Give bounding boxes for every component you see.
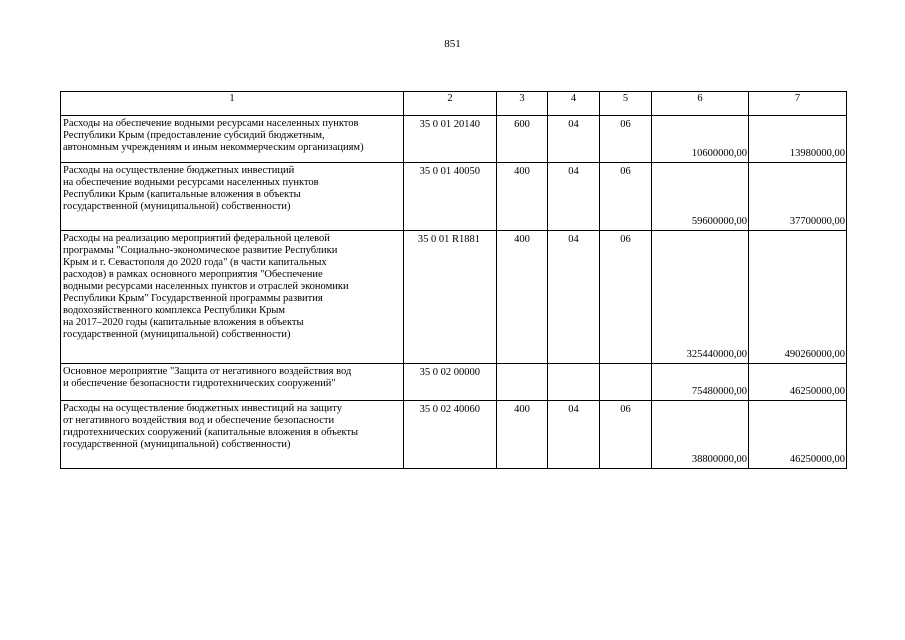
row-subsection	[600, 364, 652, 401]
header-col-4: 4	[548, 92, 600, 116]
header-col-2: 2	[404, 92, 497, 116]
row-expense-type	[497, 364, 548, 401]
row-name: Основное мероприятие "Защита от негативного воздействия вод и обеспечение безопасности гидротехнических сооружений"	[61, 364, 404, 401]
page-number: 851	[444, 38, 461, 50]
row-section: 04	[548, 163, 600, 231]
row-amount-1: 10600000,00	[652, 116, 749, 163]
row-subsection: 06	[600, 231, 652, 364]
row-target-code: 35 0 01 20140	[404, 116, 497, 163]
row-expense-type: 400	[497, 231, 548, 364]
row-name: Расходы на осуществление бюджетных инвестиций на защиту от негативного воздействия вод и обеспечение безопасности гидротехнических сооружений (капитальные вложения в объекты государственной (муниципальной) собственности)	[61, 401, 404, 469]
row-section: 04	[548, 231, 600, 364]
row-amount-2: 490260000,00	[749, 231, 847, 364]
row-amount-1: 325440000,00	[652, 231, 749, 364]
row-amount-1: 38800000,00	[652, 401, 749, 469]
row-target-code: 35 0 02 40060	[404, 401, 497, 469]
row-target-code: 35 0 01 R1881	[404, 231, 497, 364]
header-col-3: 3	[497, 92, 548, 116]
row-expense-type: 600	[497, 116, 548, 163]
header-col-1: 1	[61, 92, 404, 116]
row-section: 04	[548, 401, 600, 469]
row-amount-2: 46250000,00	[749, 364, 847, 401]
row-target-code: 35 0 02 00000	[404, 364, 497, 401]
table-row	[61, 116, 847, 163]
row-amount-1: 75480000,00	[652, 364, 749, 401]
header-col-6: 6	[652, 92, 749, 116]
table-row	[61, 231, 847, 364]
row-name: Расходы на обеспечение водными ресурсами населенных пунктов Республики Крым (предоставление субсидий бюджетным, автономным учреждениям и иным некоммерческим организациям)	[61, 116, 404, 163]
row-target-code: 35 0 01 40050	[404, 163, 497, 231]
row-amount-2: 13980000,00	[749, 116, 847, 163]
row-subsection: 06	[600, 163, 652, 231]
row-expense-type: 400	[497, 163, 548, 231]
row-amount-2: 46250000,00	[749, 401, 847, 469]
budget-table	[60, 91, 847, 469]
row-section	[548, 364, 600, 401]
table-row	[61, 364, 847, 401]
header-col-7: 7	[749, 92, 847, 116]
table-row	[61, 163, 847, 231]
row-name: Расходы на осуществление бюджетных инвестиций на обеспечение водными ресурсами населенных пунктов Республики Крым (капитальные вложения в объекты государственной (муниципальной) собственности)	[61, 163, 404, 231]
row-name: Расходы на реализацию мероприятий федеральной целевой программы "Социально-экономическое развитие Республики Крым и г. Севастополя до 2020 года" (в части капитальных расходов) в рамках основного мероприятия "Обеспечение водными ресурсами населенных пунктов и отраслей экономики Республики Крым" Государственной программы развития водохозяйственного комплекса Республики Крым на 2017–2020 годы (капитальные вложения в объекты государственной (муниципальной) собственности)	[61, 231, 404, 364]
row-section: 04	[548, 116, 600, 163]
row-expense-type: 400	[497, 401, 548, 469]
row-subsection: 06	[600, 401, 652, 469]
row-amount-2: 37700000,00	[749, 163, 847, 231]
header-row	[61, 92, 847, 116]
row-subsection: 06	[600, 116, 652, 163]
table-row	[61, 401, 847, 469]
header-col-5: 5	[600, 92, 652, 116]
row-amount-1: 59600000,00	[652, 163, 749, 231]
